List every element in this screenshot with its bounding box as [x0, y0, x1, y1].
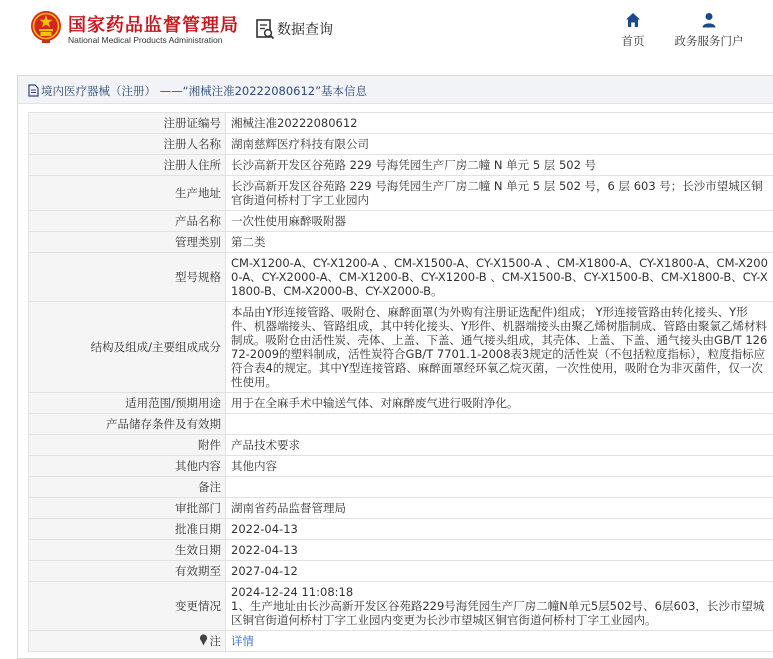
- user-icon: [701, 12, 717, 28]
- data-query-link[interactable]: 数据查询: [277, 22, 333, 38]
- row-value: 长沙高新开发区谷苑路 229 号海凭园生产厂房二幢 N 单元 5 层 502 号，6 层 603 号；长沙市望城区铜官街道何桥村丁字工业园内: [226, 176, 773, 211]
- table-row: [29, 414, 773, 435]
- table-row: [29, 176, 773, 211]
- row-label: 型号规格: [29, 253, 226, 302]
- home-icon: [625, 12, 641, 28]
- table-row: [29, 155, 773, 176]
- document-icon: [28, 84, 39, 97]
- table-row: [29, 302, 773, 393]
- table-row: [29, 540, 773, 561]
- detail-panel: [17, 75, 773, 659]
- row-value: 2027-04-12: [226, 561, 773, 582]
- table-row: [29, 582, 773, 631]
- row-label: 有效期至: [29, 561, 226, 582]
- table-row: [29, 477, 773, 498]
- nav-service-portal[interactable]: [668, 12, 750, 49]
- nav-home-label: 首页: [621, 34, 645, 48]
- row-label: 结构及组成/主要组成成分: [29, 302, 226, 393]
- table-row: [29, 134, 773, 155]
- row-label: 生产地址: [29, 176, 226, 211]
- table-row: [29, 253, 773, 302]
- row-value: 长沙高新开发区谷苑路 229 号海凭园生产厂房二幢 N 单元 5 层 502 号: [226, 155, 773, 176]
- row-value: 其他内容: [226, 456, 773, 477]
- site-subtitle: National Medical Products Administration: [68, 35, 223, 45]
- row-label: 批准日期: [29, 519, 226, 540]
- table-row: [29, 113, 773, 134]
- table-row: [29, 232, 773, 253]
- table-row: [29, 211, 773, 232]
- note-value-cell: [226, 631, 773, 652]
- breadcrumb-text: 境内医疗器械（注册） ——“湘械注准20222080612”基本信息: [41, 84, 368, 98]
- row-label: 注册人住所: [29, 155, 226, 176]
- row-value: 2022-04-13: [226, 540, 773, 561]
- table-row: [29, 631, 773, 652]
- national-emblem-icon[interactable]: [30, 10, 62, 44]
- row-value: 湖南慈辉医疗科技有限公司: [226, 134, 773, 155]
- row-label: 备注: [29, 477, 226, 498]
- row-value: 第二类: [226, 232, 773, 253]
- row-value: [226, 414, 773, 435]
- row-value: [226, 477, 773, 498]
- registration-info-table: [28, 112, 773, 652]
- change-text: 1、生产地址由长沙高新开发区谷苑路229号海凭园生产厂房二幢N单元5层502号、6层603，长沙市望城区铜官街道何桥村丁字工业园内变更为长沙市望城区铜官街道何桥村丁字工业园内。: [231, 599, 765, 627]
- row-value: 湘械注准20222080612: [226, 113, 773, 134]
- row-value: 产品技术要求: [226, 435, 773, 456]
- table-row: [29, 498, 773, 519]
- row-value: 湖南省药品监督管理局: [226, 498, 773, 519]
- row-label: 产品名称: [29, 211, 226, 232]
- row-label: 适用范围/预期用途: [29, 393, 226, 414]
- table-row: [29, 435, 773, 456]
- table-row: [29, 561, 773, 582]
- row-label: 管理类别: [29, 232, 226, 253]
- row-value: 一次性使用麻醉吸附器: [226, 211, 773, 232]
- row-value: CM-X1200-A、CY-X1200-A 、CM-X1500-A、CY-X1500-A 、CM-X1800-A、CY-X1800-A、CM-X2000-A、CY-X2000-A、CM-X1200-B、CY-X1200-B 、CM-X1500-B、CY-X1500-B、CM-X1800-B、CY-X1800-B、CM-X2000-B、CY-X2000-B。: [226, 253, 773, 302]
- row-label: 注册证编号: [29, 113, 226, 134]
- breadcrumb: [18, 76, 773, 104]
- nav-portal-label: 政务服务门户: [674, 34, 744, 48]
- document-search-icon[interactable]: [255, 18, 275, 40]
- row-label: 生效日期: [29, 540, 226, 561]
- details-link[interactable]: 详情: [231, 634, 254, 648]
- row-label: 附件: [29, 435, 226, 456]
- row-label: 变更情况: [29, 582, 226, 631]
- note-label-cell: [29, 631, 226, 652]
- row-label: 注册人名称: [29, 134, 226, 155]
- row-value: 本品由Y形连接管路、吸附仓、麻醉面罩(为外购有注册证选配件)组成； Y形连接管路由转化接头、Y形件、机器端接头、管路组成，其中转化接头、Y形件、机器端接头由聚乙烯树脂制成、管路由聚氯乙烯材料制成。吸附仓由活性炭、壳体、上盖、下盖、通气接头组成，其壳体、上盖、下盖、通气接头由GB/T 12672-2009的塑料制成，活性炭符合GB/T 7701.1-2008表3规定的活性炭（不包括粒度指标），粒度指标应符合表4的规定。其中Y型连接管路、麻醉面罩经环氧乙烷灭菌，一次性使用，吸附仓为非灭菌件，仅一次性使用。: [226, 302, 773, 393]
- site-header: [0, 0, 773, 62]
- row-label: 其他内容: [29, 456, 226, 477]
- table-row: [29, 519, 773, 540]
- row-value: 用于在全麻手术中输送气体、对麻醉废气进行吸附净化。: [226, 393, 773, 414]
- table-row: [29, 393, 773, 414]
- note-label: 注: [209, 634, 221, 648]
- row-label: 审批部门: [29, 498, 226, 519]
- table-row: [29, 456, 773, 477]
- change-date: 2024-12-24 11:08:18: [231, 585, 354, 599]
- pin-icon: [199, 634, 208, 646]
- row-label: 产品储存条件及有效期: [29, 414, 226, 435]
- row-value: 2022-04-13: [226, 519, 773, 540]
- nav-home[interactable]: [612, 12, 654, 49]
- change-history: [226, 582, 773, 631]
- site-title[interactable]: 国家药品监督管理局: [68, 15, 239, 36]
